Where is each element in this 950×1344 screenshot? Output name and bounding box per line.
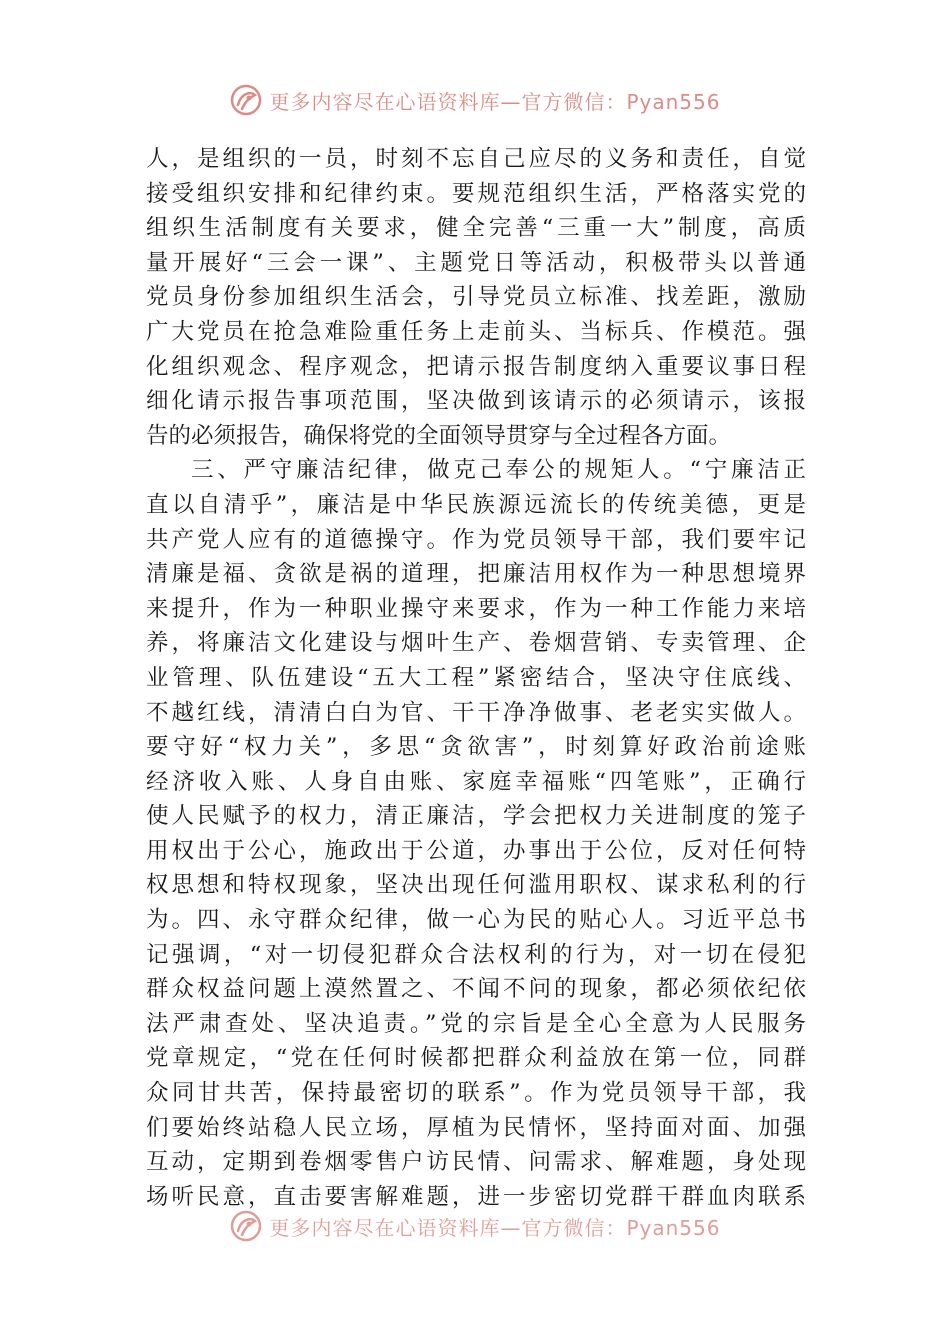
body-text-line: 三、严守廉洁纪律，做克己奉公的规矩人。“宁廉洁正 bbox=[191, 457, 806, 484]
watermark-text: 更多内容尽在心语资料库—官方微信：Pyan556 bbox=[269, 89, 721, 114]
watermark-banner-top bbox=[0, 80, 950, 120]
body-text-line: 不越红线，清清白白为官、干干净净做事、老老实实做人。 bbox=[146, 699, 806, 726]
body-text-line: 化组织观念、程序观念，把请示报告制度纳入重要议事日程 bbox=[146, 353, 806, 380]
body-text-line: 告的必须报告，确保将党的全面领导贯穿与全过程各方面。 bbox=[146, 422, 732, 449]
body-text-line: 使人民赋予的权力，清正廉洁，学会把权力关进制度的笼子 bbox=[146, 803, 806, 830]
body-text-line: 组织生活制度有关要求，健全完善“三重一大”制度，高质 bbox=[146, 215, 806, 242]
body-text-line: 细化请示报告事项范围，坚决做到该请示的必须请示，该报 bbox=[146, 388, 806, 415]
body-text-line: 为。四、永守群众纪律，做一心为民的贴心人。习近平总书 bbox=[146, 907, 806, 934]
body-text-line: 党员身份参加组织生活会，引导党员立标准、找差距，激励 bbox=[146, 284, 806, 311]
body-text-line: 权思想和特权现象，坚决出现任何滥用职权、谋求私利的行 bbox=[146, 872, 806, 899]
body-text-line: 养，将廉洁文化建设与烟叶生产、卷烟营销、专卖管理、企 bbox=[146, 630, 806, 657]
body-text-line: 直以自清乎”，廉洁是中华民族源远流长的传统美德，更是 bbox=[146, 491, 806, 518]
watermark-text: 更多内容尽在心语资料库—官方微信：Pyan556 bbox=[269, 1215, 721, 1240]
document-body bbox=[146, 142, 806, 1214]
body-text-line: 场听民意，直击要害解难题，进一步密切党群干群血肉联系 bbox=[146, 1183, 806, 1210]
body-text-line: 接受组织安排和纪律约束。要规范组织生活，严格落实党的 bbox=[146, 180, 806, 207]
body-text-line: 用权出于公心，施政出于公道，办事出于公位，反对任何特 bbox=[146, 837, 806, 864]
body-text-line: 法严肃查处、坚决追责。”党的宗旨是全心全意为人民服务 bbox=[146, 1010, 806, 1037]
body-text-line: 众同甘共苦，保持最密切的联系”。作为党员领导干部，我 bbox=[146, 1080, 806, 1107]
body-text-line: 们要始终站稳人民立场，厚植为民情怀，坚持面对面、加强 bbox=[146, 1114, 806, 1141]
body-text-line: 要守好“权力关”，多思“贪欲害”，时刻算好政治前途账 bbox=[146, 734, 806, 761]
body-text-line: 业管理、队伍建设“五大工程”紧密结合，坚决守住底线、 bbox=[146, 664, 806, 691]
body-text-line: 经济收入账、人身自由账、家庭幸福账“四笔账”，正确行 bbox=[146, 768, 806, 795]
body-text-line: 记强调，“对一切侵犯群众合法权利的行为，对一切在侵犯 bbox=[146, 941, 806, 968]
body-text-line: 量开展好“三会一课”、主题党日等活动，积极带头以普通 bbox=[146, 249, 806, 276]
body-text-line: 互动，定期到卷烟零售户访民情、问需求、解难题，身处现 bbox=[146, 1149, 806, 1176]
seal-logo-icon bbox=[229, 1209, 263, 1243]
body-text-line: 广大党员在抢急难险重任务上走前头、当标兵、作模范。强 bbox=[146, 318, 806, 345]
body-text-line: 群众权益问题上漠然置之、不闻不问的现象，都必须依纪依 bbox=[146, 976, 806, 1003]
body-text-line: 人，是组织的一员，时刻不忘自己应尽的义务和责任，自觉 bbox=[146, 146, 806, 172]
seal-logo-icon bbox=[229, 83, 263, 117]
body-text-line: 来提升，作为一种职业操守来要求，作为一种工作能力来培 bbox=[146, 595, 806, 622]
body-text-line: 清廉是福、贪欲是祸的道理，把廉洁用权作为一种思想境界 bbox=[146, 561, 806, 588]
watermark-banner-bottom bbox=[0, 1206, 950, 1246]
body-text-line: 共产党人应有的道德操守。作为党员领导干部，我们要牢记 bbox=[146, 526, 806, 553]
body-text-line: 党章规定，“党在任何时候都把群众利益放在第一位，同群 bbox=[146, 1045, 806, 1072]
